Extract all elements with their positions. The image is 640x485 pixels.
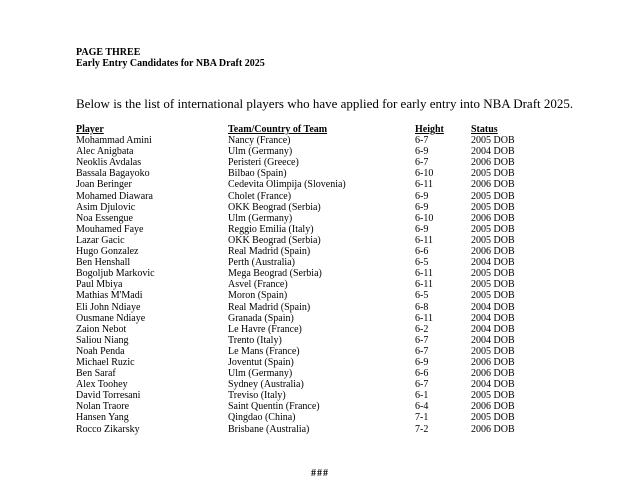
table-row: [76, 224, 556, 235]
table-row: [76, 235, 556, 246]
player-name: Noah Penda: [76, 345, 125, 357]
player-status: 2005 DOB: [471, 345, 515, 357]
player-height: 6-11: [415, 312, 433, 324]
player-name: Bogoljub Markovic: [76, 268, 155, 280]
team-country: Mega Beograd (Serbia): [228, 268, 322, 280]
team-country: Le Mans (France): [228, 345, 300, 357]
team-country: OKK Beograd (Serbia): [228, 234, 321, 246]
player-status: 2004 DOB: [471, 379, 515, 391]
player-status: 2006 DOB: [471, 157, 515, 169]
player-height: 6-8: [415, 301, 429, 313]
player-height: 6-7: [415, 345, 429, 357]
table-row: [76, 379, 556, 390]
column-header-team: Team/Country of Team: [228, 124, 328, 135]
team-country: OKK Beograd (Serbia): [228, 201, 321, 213]
intro-paragraph: Below is the list of international players who have applied for early entry into NBA Draft 2025.: [76, 96, 574, 111]
player-name: Bassala Bagayoko: [76, 168, 150, 180]
column-header-player: Player: [76, 124, 104, 135]
table-row: [76, 135, 556, 146]
player-status: 2004 DOB: [471, 301, 515, 313]
player-status: 2005 DOB: [471, 279, 515, 291]
player-status: 2005 DOB: [471, 290, 515, 302]
player-name: Saliou Niang: [76, 334, 129, 346]
player-name: Mohammad Amini: [76, 135, 152, 147]
column-header-height: Height: [415, 124, 444, 135]
table-row: [76, 257, 556, 268]
player-name: Mouhamed Faye: [76, 223, 144, 235]
table-row: [76, 146, 556, 157]
player-name: David Torresani: [76, 390, 141, 402]
player-name: Nolan Traore: [76, 401, 130, 413]
player-height: 6-2: [415, 323, 429, 335]
page-label: PAGE THREE: [76, 47, 141, 58]
player-name: Michael Ruzic: [76, 356, 135, 368]
player-status: 2004 DOB: [471, 146, 515, 158]
team-country: Cedevita Olimpija (Slovenia): [228, 179, 346, 191]
player-height: 6-11: [415, 234, 433, 246]
player-status: 2006 DOB: [471, 368, 515, 380]
table-row: [76, 179, 556, 190]
table-row: [76, 412, 556, 423]
player-status: 2005 DOB: [471, 234, 515, 246]
player-status: 2004 DOB: [471, 323, 515, 335]
player-height: 6-6: [415, 368, 429, 380]
player-height: 6-9: [415, 223, 429, 235]
player-status: 2005 DOB: [471, 268, 515, 280]
player-name: Eli John Ndiaye: [76, 301, 141, 313]
player-height: 6-9: [415, 190, 429, 202]
table-body: [76, 135, 556, 435]
player-name: Noa Essengue: [76, 212, 133, 224]
player-height: 7-2: [415, 423, 429, 435]
player-name: Hugo Gonzalez: [76, 246, 139, 258]
player-status: 2005 DOB: [471, 135, 515, 147]
player-name: Lazar Gacic: [76, 234, 125, 246]
table-row: [76, 302, 556, 313]
team-country: Ulm (Germany): [228, 146, 293, 158]
page-header: [76, 47, 265, 69]
team-country: Ulm (Germany): [228, 212, 293, 224]
team-country: Saint Quentin (France): [228, 401, 320, 413]
table-row: [76, 390, 556, 401]
team-country: Perth (Australia): [228, 257, 295, 269]
player-name: Paul Mbiya: [76, 279, 123, 291]
player-name: Joan Beringer: [76, 179, 132, 191]
player-height: 6-7: [415, 157, 429, 169]
player-height: 6-10: [415, 168, 434, 180]
team-country: Real Madrid (Spain): [228, 301, 311, 313]
team-country: Treviso (Italy): [228, 390, 286, 402]
table-row: [76, 168, 556, 179]
player-status: 2006 DOB: [471, 356, 515, 368]
player-height: 6-7: [415, 379, 429, 391]
table-row: [76, 290, 556, 301]
table-row: [76, 279, 556, 290]
team-country: Moron (Spain): [228, 290, 288, 302]
player-name: Alex Toohey: [76, 379, 128, 391]
player-name: Ben Henshall: [76, 257, 131, 269]
player-status: 2004 DOB: [471, 257, 515, 269]
team-country: Ulm (Germany): [228, 368, 293, 380]
player-height: 6-11: [415, 179, 433, 191]
player-status: 2005 DOB: [471, 168, 515, 180]
player-name: Alec Anigbata: [76, 146, 134, 158]
table-row: [76, 357, 556, 368]
table-header-row: [76, 124, 556, 135]
player-status: 2005 DOB: [471, 412, 515, 424]
player-status: 2004 DOB: [471, 334, 515, 346]
table-row: [76, 324, 556, 335]
player-height: 6-5: [415, 290, 429, 302]
player-status: 2006 DOB: [471, 401, 515, 413]
column-header-status: Status: [471, 124, 498, 135]
player-status: 2006 DOB: [471, 179, 515, 191]
player-status: 2006 DOB: [471, 212, 515, 224]
player-name: Rocco Zikarsky: [76, 423, 140, 435]
player-name: Ousmane Ndiaye: [76, 312, 146, 324]
page-subtitle: Early Entry Candidates for NBA Draft 2025: [76, 58, 265, 69]
team-country: Asvel (France): [228, 279, 288, 291]
player-name: Zaion Nebot: [76, 323, 127, 335]
player-height: 6-1: [415, 390, 429, 402]
player-status: 2005 DOB: [471, 223, 515, 235]
table-row: [76, 268, 556, 279]
player-height: 6-10: [415, 212, 434, 224]
player-height: 6-11: [415, 279, 433, 291]
player-name: Hansen Yang: [76, 412, 129, 424]
team-country: Granada (Spain): [228, 312, 294, 324]
player-height: 6-7: [415, 334, 429, 346]
end-marker: ###: [311, 468, 329, 479]
player-height: 6-11: [415, 268, 433, 280]
player-height: 6-7: [415, 135, 429, 147]
player-status: 2005 DOB: [471, 190, 515, 202]
player-height: 6-9: [415, 146, 429, 158]
team-country: Reggio Emilia (Italy): [228, 223, 314, 235]
player-name: Neoklis Avdalas: [76, 157, 142, 169]
team-country: Nancy (France): [228, 135, 291, 147]
team-country: Joventut (Spain): [228, 356, 294, 368]
player-status: 2006 DOB: [471, 246, 515, 258]
team-country: Real Madrid (Spain): [228, 246, 311, 258]
player-name: Ben Saraf: [76, 368, 116, 380]
player-name: Mathias M'Madi: [76, 290, 143, 302]
table-row: [76, 346, 556, 357]
team-country: Bilbao (Spain): [228, 168, 287, 180]
table-row: [76, 191, 556, 202]
table-row: [76, 335, 556, 346]
player-height: 6-9: [415, 356, 429, 368]
candidates-table: [76, 124, 556, 435]
player-height: 6-5: [415, 257, 429, 269]
table-row: [76, 368, 556, 379]
table-row: [76, 213, 556, 224]
table-row: [76, 157, 556, 168]
team-country: Brisbane (Australia): [228, 423, 310, 435]
table-row: [76, 246, 556, 257]
team-country: Le Havre (France): [228, 323, 302, 335]
player-status: 2005 DOB: [471, 390, 515, 402]
player-height: 6-6: [415, 246, 429, 258]
player-name: Mohamed Diawara: [76, 190, 153, 202]
team-country: Peristeri (Greece): [228, 157, 299, 169]
player-name: Asim Djulovic: [76, 201, 136, 213]
team-country: Sydney (Australia): [228, 379, 304, 391]
player-status: 2005 DOB: [471, 201, 515, 213]
team-country: Cholet (France): [228, 190, 292, 202]
player-height: 6-4: [415, 401, 429, 413]
table-row: [76, 424, 556, 435]
team-country: Trento (Italy): [228, 334, 282, 346]
player-status: 2006 DOB: [471, 423, 515, 435]
player-height: 7-1: [415, 412, 429, 424]
team-country: Qingdao (China): [228, 412, 296, 424]
player-status: 2004 DOB: [471, 312, 515, 324]
table-row: [76, 313, 556, 324]
table-row: [76, 202, 556, 213]
player-height: 6-9: [415, 201, 429, 213]
table-row: [76, 401, 556, 412]
